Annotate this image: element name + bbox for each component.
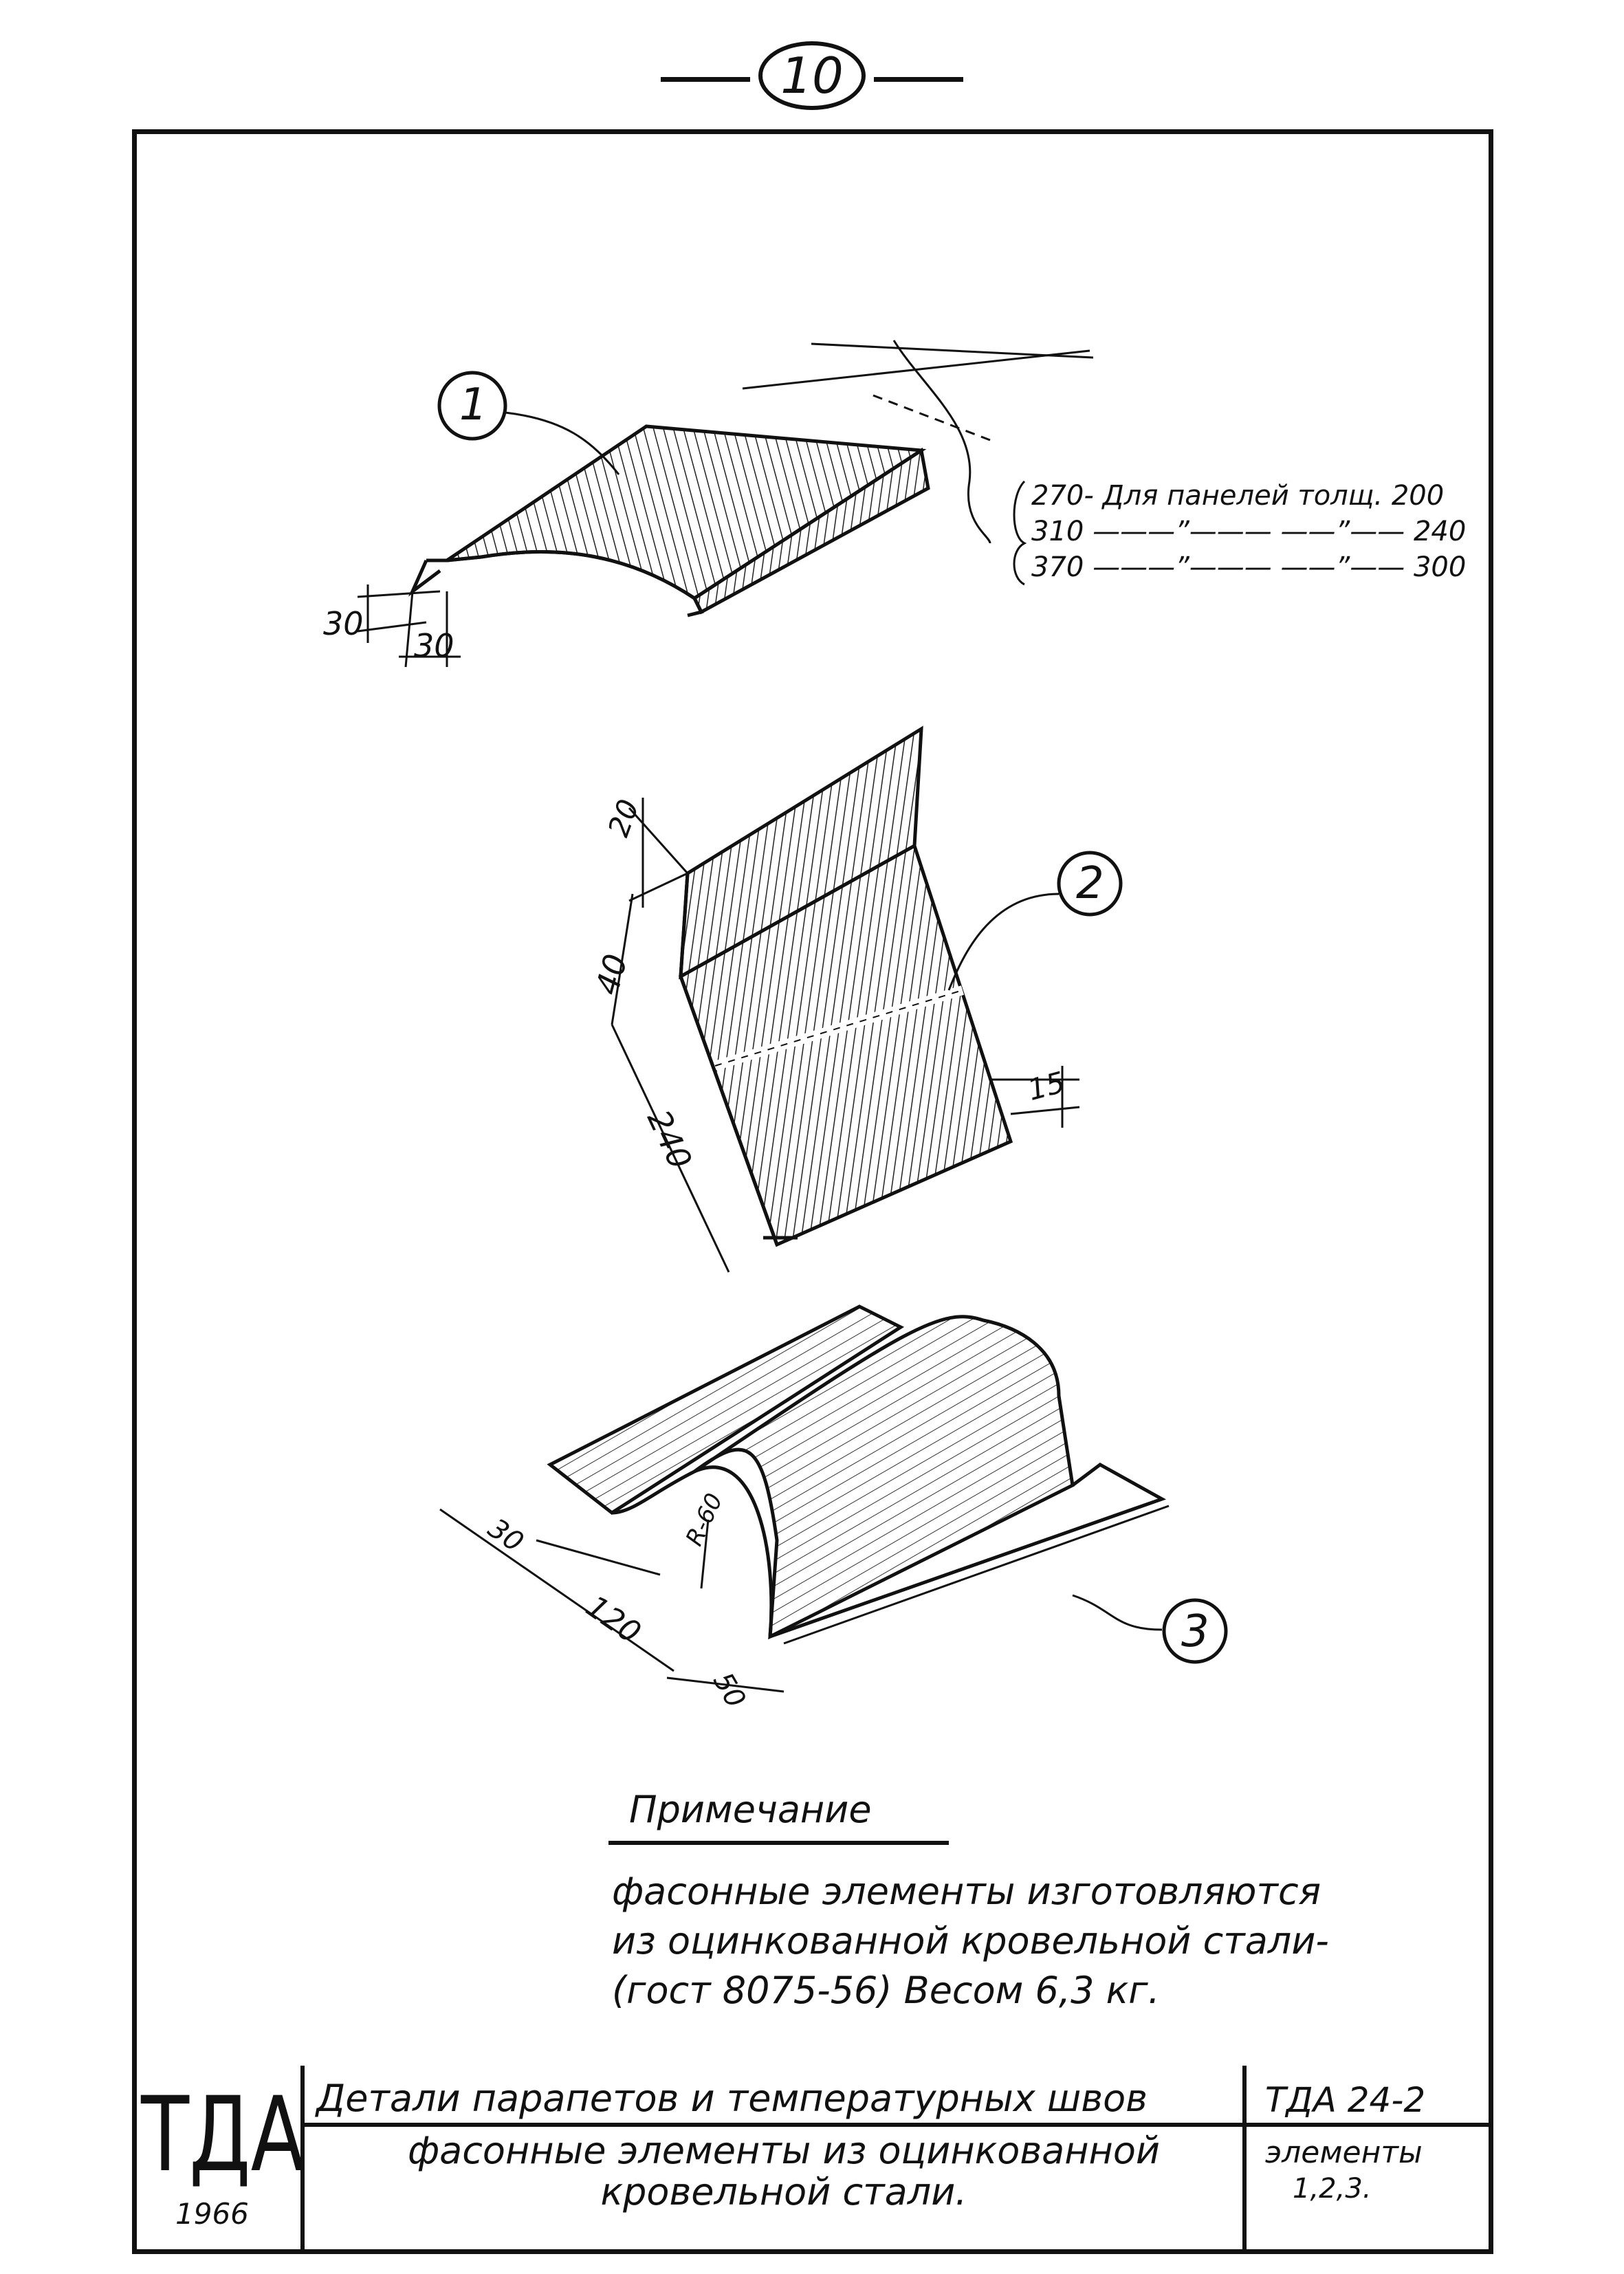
title-block-subtitle bbox=[344, 2130, 1224, 2213]
title-block-subtitle-line: кровельной стали. bbox=[600, 2170, 967, 2213]
part-2-dim-15: 15 bbox=[1024, 1064, 1068, 1108]
title-block-title: Детали парапетов и температурных швов bbox=[316, 2077, 1148, 2120]
note-heading: Примечание bbox=[629, 1788, 872, 1831]
title-block-code: ТДА 24-2 bbox=[1265, 2080, 1426, 2120]
note-body bbox=[612, 1867, 1329, 2015]
title-block-subtitle-line: фасонные элементы из оцинкованной bbox=[407, 2129, 1160, 2172]
part-2-balloon-label: 2 bbox=[1076, 858, 1104, 909]
part-3-dim-120: 120 bbox=[579, 1588, 648, 1651]
part-1-variant-line: 270- Для панелей толщ. 200 bbox=[1031, 480, 1445, 512]
note-line: фасонные элементы изготовляются bbox=[612, 1870, 1321, 1913]
title-block-year: 1966 bbox=[175, 2197, 249, 2231]
note-line: (гост 8075-56) Весом 6,3 кг. bbox=[612, 1969, 1160, 2012]
part-3-radius: R-60 bbox=[680, 1489, 729, 1551]
title-block-org: ТДА bbox=[141, 2075, 305, 2195]
part-2-dim-20: 20 bbox=[601, 795, 646, 841]
part-3-balloon-label: 3 bbox=[1181, 1606, 1209, 1657]
part-1-variants bbox=[1031, 478, 1466, 585]
part-1-dim-height: 30 bbox=[323, 605, 364, 642]
part-2-drawing bbox=[612, 729, 1121, 1272]
part-1-dim-width: 30 bbox=[414, 627, 454, 664]
note-line: из оцинкованной кровельной стали- bbox=[612, 1919, 1329, 1963]
page-number-value: 10 bbox=[758, 41, 866, 110]
part-2-dim-240: 240 bbox=[639, 1104, 699, 1175]
part-1-balloon-label: 1 bbox=[459, 380, 487, 430]
title-block-sheet-items: 1,2,3. bbox=[1293, 2173, 1372, 2205]
part-3-drawing bbox=[440, 1307, 1226, 1692]
part-3-dim-50: 50 bbox=[706, 1667, 752, 1714]
part-1-variant-line: 370 ———”——— ——”—— 300 bbox=[1031, 551, 1467, 583]
part-2-dim-40: 40 bbox=[588, 950, 635, 999]
part-1-variant-line: 310 ———”——— ——”—— 240 bbox=[1031, 516, 1467, 547]
title-block-sheet-label: элементы bbox=[1265, 2135, 1423, 2170]
part-3-dim-30: 30 bbox=[482, 1512, 529, 1559]
